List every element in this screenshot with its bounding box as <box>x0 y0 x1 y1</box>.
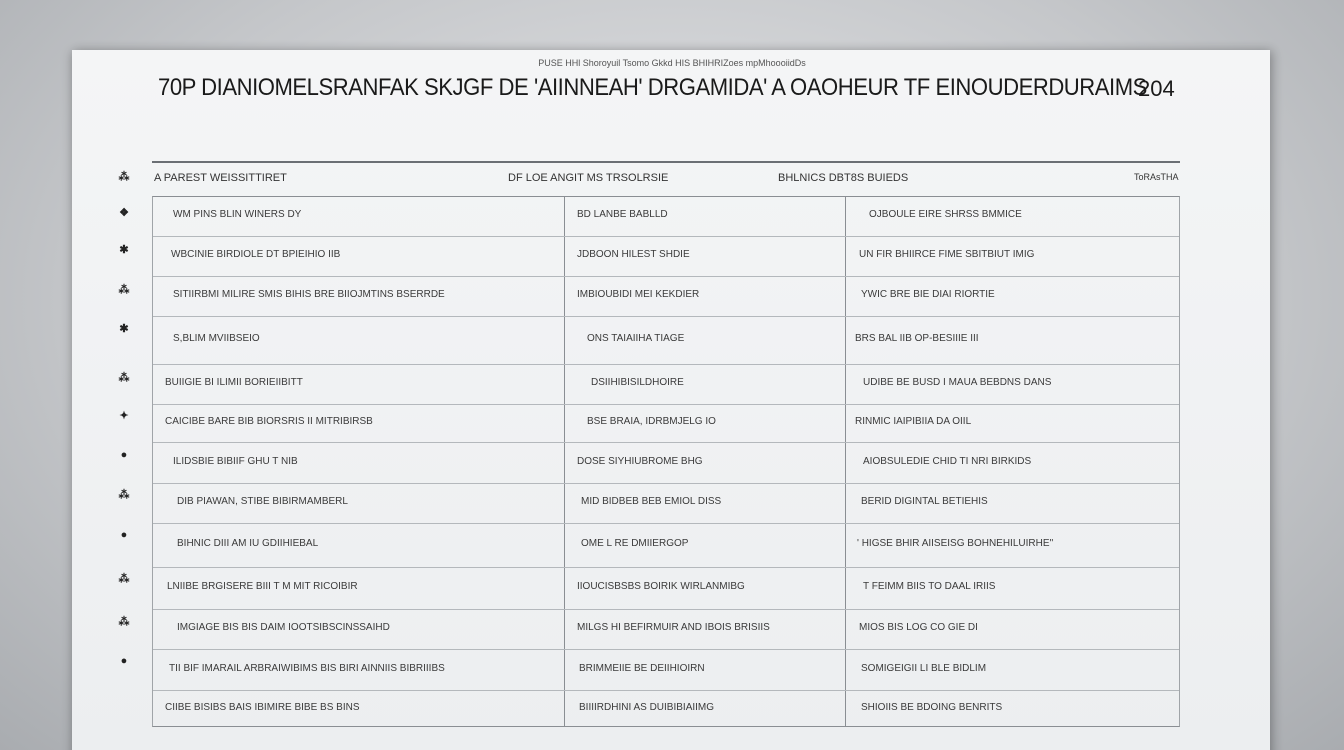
table-cell: BUIIGIE BI ILIMII BORIEIIBITT <box>165 377 303 388</box>
column-header-1: A PAREST WEISSITTIRET <box>154 172 287 184</box>
table-row <box>153 484 1179 524</box>
table-row <box>153 691 1179 728</box>
table-cell: JDBOON HILEST SHDIE <box>577 249 690 260</box>
table-row <box>153 405 1179 443</box>
header-rule <box>152 161 1180 163</box>
table-cell: DIB PIAWAN, STIBE BIBIRMAMBERL <box>177 496 348 507</box>
table-row <box>153 277 1179 317</box>
table-row <box>153 610 1179 650</box>
table-row <box>153 365 1179 405</box>
table-cell: BERID DIGINTAL BETIEHIS <box>861 496 988 507</box>
page-number: 204 <box>1138 76 1175 101</box>
table-cell: YWIC BRE BIE DIAI RIORTIE <box>861 289 995 300</box>
row-marker: ✦ <box>119 410 129 422</box>
table-cell: TII BIF IMARAIL ARBRAIWIBIMS BIS BIRI AINNIIS BIBRIIIBS <box>169 663 445 674</box>
row-marker: ✱ <box>119 244 129 256</box>
table-row <box>153 524 1179 568</box>
column-header-4: ToRAsTHA <box>1134 172 1179 182</box>
table-cell: SHIOIIS BE BDOING BENRITS <box>861 702 1003 713</box>
table-row <box>153 197 1179 237</box>
row-marker: ❖ <box>119 207 129 219</box>
table-cell: DOSE SIYHIUBROME BHG <box>577 456 703 467</box>
table-row <box>153 317 1179 365</box>
table-cell: OJBOULE EIRE SHRSS BMMICE <box>869 209 1022 220</box>
table-cell: LNIIBE BRGISERE BIII T M MIT RICOIBIR <box>167 581 358 592</box>
table-row <box>153 650 1179 691</box>
row-marker: ⁂ <box>118 284 130 296</box>
table-cell: OME L RE DMIIERGOP <box>581 538 689 549</box>
table-cell: UN FIR BHIIRCE FIME SBITBIUT IMIG <box>859 249 1035 260</box>
table-cell: BSE BRAIA, IDRBMJELG IO <box>587 416 716 427</box>
table-cell: T FEIMM BIIS TO DAAL IRIIS <box>863 581 996 592</box>
row-marker: ⁂ <box>118 616 130 628</box>
row-marker: ✱ <box>119 323 129 335</box>
table-header-row <box>152 172 1180 190</box>
table-cell: IIOUCISBSBS BOIRIK WIRLANMIBG <box>577 581 745 592</box>
table-cell: UDIBE BE BUSD I MAUA BEBDNS DANS <box>863 377 1052 388</box>
column-header-2: DF LOE ANGIT MS TRSOLRSIE <box>508 172 669 184</box>
table-cell: SOMIGEIGII LI BLE BIDLIM <box>861 663 987 674</box>
row-marker: ● <box>120 449 128 461</box>
table-cell: IMGIAGE BIS BIS DAIM IOOTSIBSCINSSAIHD <box>177 622 390 633</box>
table-cell: ONS TAIAIIHA TIAGE <box>587 333 685 344</box>
table-row <box>153 237 1179 277</box>
table-cell: MILGS HI BEFIRMUIR AND IBOIS BRISIIS <box>577 622 770 633</box>
table-cell: ILIDSBIE BIBIIF GHU T NIB <box>173 456 298 467</box>
table-cell: SITIIRBMI MILIRE SMIS BIHIS BRE BIIOJMTINS BSERRDE <box>173 289 445 300</box>
row-marker: ⁂ <box>118 489 130 501</box>
table-cell: BRS BAL IIB OP-BESIIIE III <box>855 333 979 344</box>
table-cell: S,BLIM MVIIBSEIO <box>173 333 260 344</box>
table-cell: BRIMMEIIE BE DEIIHIOIRN <box>579 663 705 674</box>
table-cell: BD LANBE BABLLD <box>577 209 668 220</box>
row-marker: ⁂ <box>118 372 130 384</box>
row-marker: ● <box>120 529 128 541</box>
table-row <box>153 443 1179 484</box>
table-cell: MID BIDBEB BEB EMIOL DISS <box>581 496 722 507</box>
table-cell: CAICIBE BARE BIB BIORSRIS II MITRIBIRSB <box>165 416 373 427</box>
column-header-3: BHLNICS DBT8S BUIEDS <box>778 172 909 184</box>
table-cell: IMBIOUBIDI MEI KEKDIER <box>577 289 700 300</box>
table-cell: CIIBE BISIBS BAIS IBIMIRE BIBE BS BINS <box>165 702 360 713</box>
row-marker: ● <box>120 655 128 667</box>
table-cell: WM PINS BLIN WINERS DY <box>173 209 302 220</box>
table-cell: ' HIGSE BHIR AIISEISG BOHNEHILUIRHE'' <box>857 538 1054 549</box>
table-cell: BIHNIC DIII AM IU GDIIHIEBAL <box>177 538 319 549</box>
document-title: 70P DIANIOMELSRANFAK SKJGF DE 'AIINNEAH' DRGAMIDA' A OAOHEUR TF EINOUDERDURAIMS <box>158 74 1147 101</box>
table-cell: AIOBSULEDIE CHID TI NRI BIRKIDS <box>863 456 1032 467</box>
document-supertitle: PUSE HHl Shoroyuil Tsomo Gkkd HIS BHIHRIZoes mpMhoooiidDs <box>538 58 806 68</box>
table-cell: RINMIC IAIPIBIIA DA OIIL <box>855 416 972 427</box>
table-cell: BIIIIRDHINI AS DUIBIBIAIIMG <box>579 702 715 713</box>
data-table <box>152 196 1180 727</box>
row-marker: ⁂ <box>118 573 130 585</box>
table-cell: DSIIHIBISILDHOIRE <box>591 377 684 388</box>
table-cell: MIOS BIS LOG CO GIE DI <box>859 622 978 633</box>
table-row <box>153 568 1179 610</box>
row-marker: ⁂ <box>118 171 130 183</box>
table-cell: WBCINIE BIRDIOLE DT BPIEIHIO IIB <box>171 249 341 260</box>
